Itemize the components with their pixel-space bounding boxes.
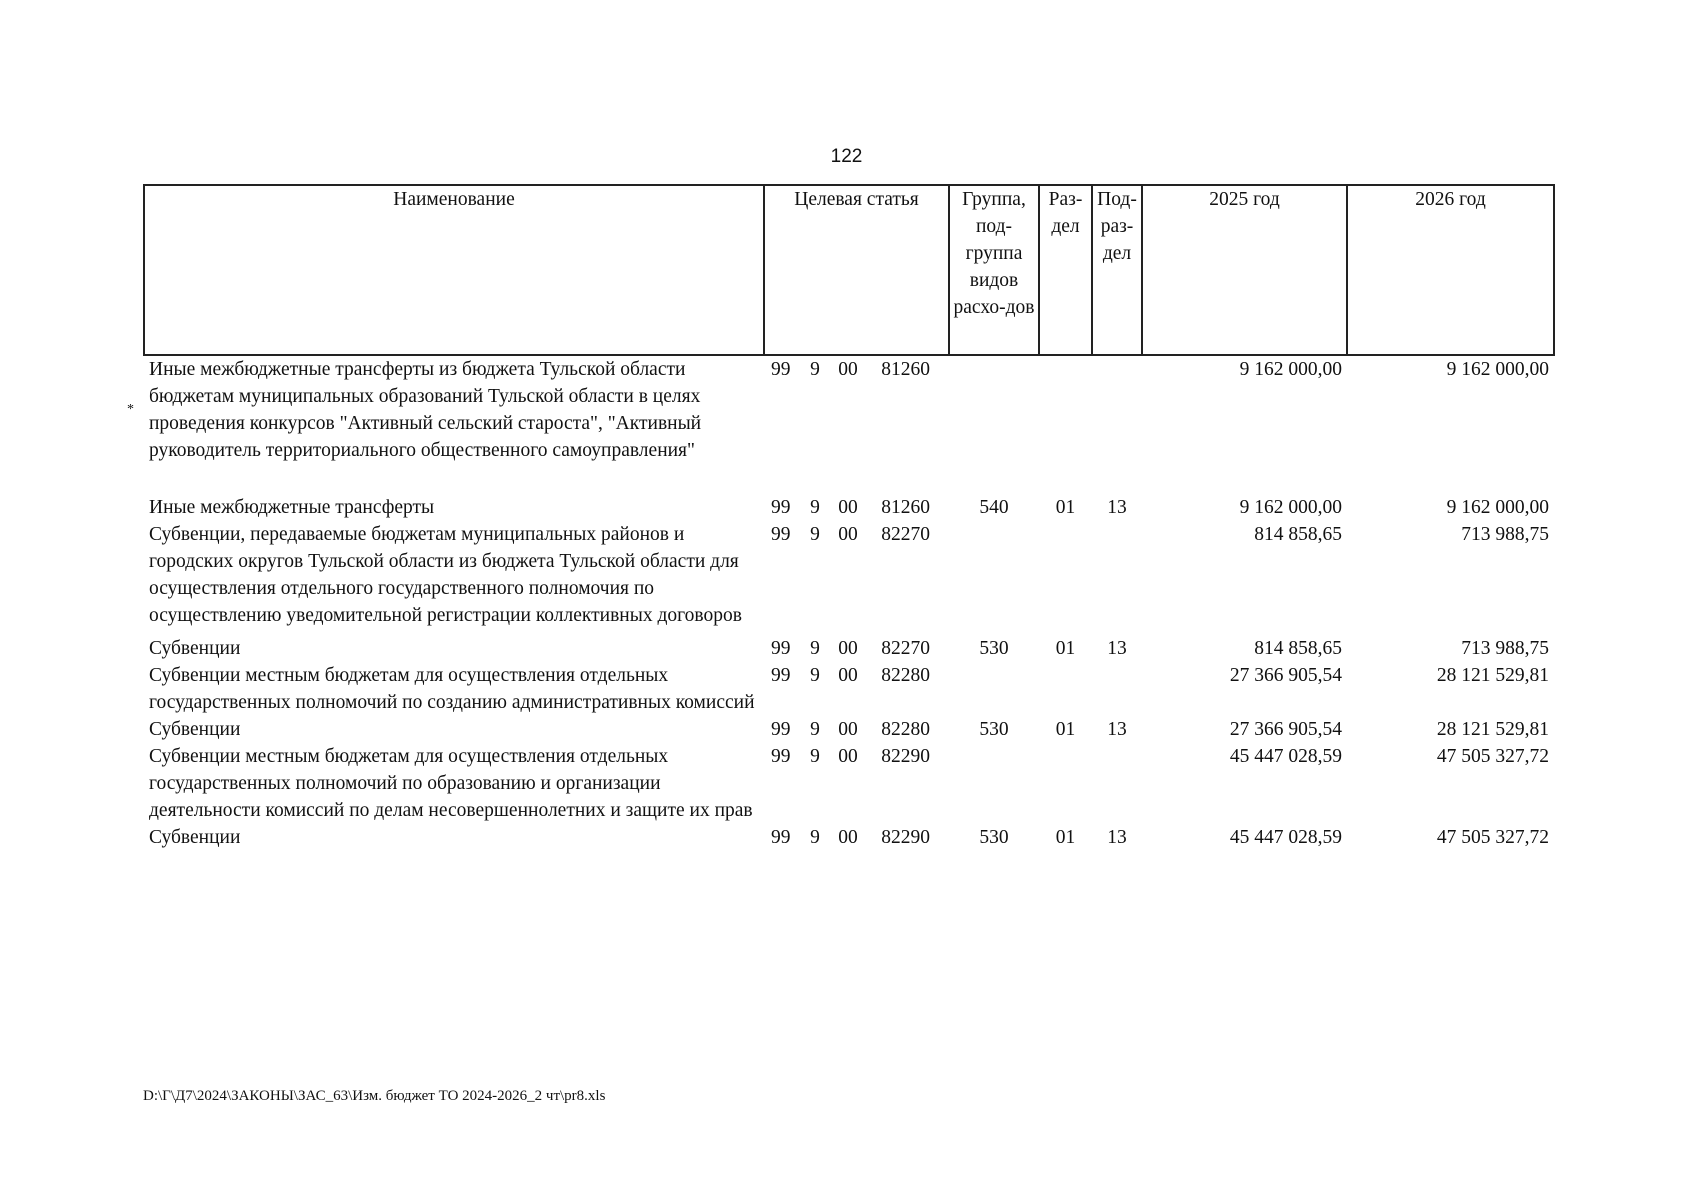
row-amount-2025: 45 447 028,59	[1229, 746, 1342, 767]
row-group	[949, 743, 1039, 824]
code-program: 99	[771, 746, 791, 767]
row-section: 01	[1055, 638, 1076, 659]
stray-mark: *	[127, 402, 134, 417]
row-name: Субвенции местным бюджетам для осуществления отдельных государственных полномочий по образованию и организации деятельности комиссий по делам несовершеннолетних и защите их прав	[149, 746, 753, 821]
code-direction: 81260	[881, 359, 930, 380]
code-program: 99	[771, 827, 791, 848]
code-program: 99	[771, 665, 791, 686]
row-section	[1039, 355, 1092, 494]
page-number: 122	[830, 146, 863, 167]
row-group: 530	[979, 638, 1009, 659]
code-subprogram: 9	[810, 638, 820, 659]
file-path-footer: D:\Г\Д7\2024\ЗАКОНЫ\ЗАС_63\Изм. бюджет ТО 2024-2026_2 чт\pr8.xls	[143, 1088, 606, 1104]
row-target-code	[764, 662, 949, 716]
row-target-code	[764, 494, 949, 521]
budget-table	[143, 184, 1555, 851]
row-group	[949, 662, 1039, 716]
row-group: 530	[979, 719, 1009, 740]
code-event: 00	[838, 827, 858, 848]
row-amount-2025: 814 858,65	[1254, 524, 1342, 545]
header-subsection: Под-раз-дел	[1092, 185, 1142, 355]
row-name: Субвенции	[149, 638, 241, 659]
table-row	[144, 716, 1554, 743]
code-event: 00	[838, 524, 858, 545]
row-target-code	[764, 635, 949, 662]
code-direction: 82290	[881, 746, 930, 767]
row-target-code	[764, 824, 949, 851]
header-group: Группа, под-группа видов расхо-дов	[949, 185, 1039, 355]
row-section	[1039, 743, 1092, 824]
row-section: 01	[1055, 719, 1076, 740]
header-section: Раз-дел	[1039, 185, 1092, 355]
code-program: 99	[771, 524, 791, 545]
code-subprogram: 9	[810, 746, 820, 767]
code-event: 00	[838, 665, 858, 686]
row-amount-2026: 28 121 529,81	[1436, 719, 1549, 740]
row-subsection: 13	[1107, 638, 1127, 659]
code-subprogram: 9	[810, 665, 820, 686]
table-row	[144, 635, 1554, 662]
code-subprogram: 9	[810, 524, 820, 545]
row-name: Субвенции	[149, 719, 241, 740]
row-amount-2026: 47 505 327,72	[1436, 746, 1549, 767]
row-amount-2025: 45 447 028,59	[1229, 827, 1342, 848]
header-name: Наименование	[144, 185, 764, 355]
row-name: Иные межбюджетные трансферты из бюджета Тульской области бюджетам муниципальных образований Тульской области в целях проведения конкурсов "Активный сельский староста", "Активный руководитель территориального общественного самоуправления"	[149, 359, 702, 461]
table-row	[144, 494, 1554, 521]
code-event: 00	[838, 746, 858, 767]
code-subprogram: 9	[810, 359, 820, 380]
table-row	[144, 355, 1554, 494]
row-amount-2026: 9 162 000,00	[1446, 497, 1549, 518]
code-program: 99	[771, 719, 791, 740]
table-row	[144, 824, 1554, 851]
code-direction: 82290	[881, 827, 930, 848]
row-group: 530	[979, 827, 1009, 848]
row-group	[949, 355, 1039, 494]
row-target-code	[764, 743, 949, 824]
row-subsection	[1092, 355, 1142, 494]
code-subprogram: 9	[810, 497, 820, 518]
code-subprogram: 9	[810, 719, 820, 740]
row-amount-2025: 814 858,65	[1254, 638, 1342, 659]
table-row	[144, 662, 1554, 716]
row-name: Субвенции местным бюджетам для осуществления отдельных государственных полномочий по созданию административных комиссий	[149, 665, 755, 713]
table-header-row	[144, 185, 1554, 355]
row-amount-2026: 28 121 529,81	[1436, 665, 1549, 686]
code-event: 00	[838, 359, 858, 380]
row-section: 01	[1055, 827, 1076, 848]
code-direction: 81260	[881, 497, 930, 518]
header-year-2025: 2025 год	[1142, 185, 1347, 355]
row-amount-2026: 47 505 327,72	[1436, 827, 1549, 848]
row-subsection: 13	[1107, 719, 1127, 740]
code-direction: 82280	[881, 665, 930, 686]
code-direction: 82270	[881, 524, 930, 545]
code-event: 00	[838, 719, 858, 740]
code-program: 99	[771, 359, 791, 380]
row-section: 01	[1055, 497, 1076, 518]
row-amount-2025: 27 366 905,54	[1229, 665, 1342, 686]
row-section	[1039, 662, 1092, 716]
code-direction: 82280	[881, 719, 930, 740]
code-program: 99	[771, 638, 791, 659]
row-amount-2026: 713 988,75	[1461, 524, 1549, 545]
code-direction: 82270	[881, 638, 930, 659]
row-name: Субвенции	[149, 827, 241, 848]
row-subsection: 13	[1107, 827, 1127, 848]
row-target-code	[764, 355, 949, 494]
row-subsection: 13	[1107, 497, 1127, 518]
code-subprogram: 9	[810, 827, 820, 848]
code-program: 99	[771, 497, 791, 518]
row-subsection	[1092, 662, 1142, 716]
row-subsection	[1092, 521, 1142, 635]
row-name: Иные межбюджетные трансферты	[149, 497, 435, 518]
row-group: 540	[979, 497, 1009, 518]
code-event: 00	[838, 638, 858, 659]
row-amount-2026: 713 988,75	[1461, 638, 1549, 659]
row-target-code	[764, 716, 949, 743]
header-year-2026: 2026 год	[1347, 185, 1554, 355]
header-target: Целевая статья	[764, 185, 949, 355]
row-name: Субвенции, передаваемые бюджетам муниципальных районов и городских округов Тульской области из бюджета Тульской области для осуществления отдельного государственного полномочия по осуществлению уведомительной регистрации коллективных договоров	[149, 524, 742, 626]
row-section	[1039, 521, 1092, 635]
row-amount-2025: 9 162 000,00	[1239, 497, 1342, 518]
row-amount-2025: 27 366 905,54	[1229, 719, 1342, 740]
table-row	[144, 521, 1554, 635]
table-row	[144, 743, 1554, 824]
row-subsection	[1092, 743, 1142, 824]
row-amount-2026: 9 162 000,00	[1446, 359, 1549, 380]
row-amount-2025: 9 162 000,00	[1239, 359, 1342, 380]
code-event: 00	[838, 497, 858, 518]
row-group	[949, 521, 1039, 635]
row-target-code	[764, 521, 949, 635]
